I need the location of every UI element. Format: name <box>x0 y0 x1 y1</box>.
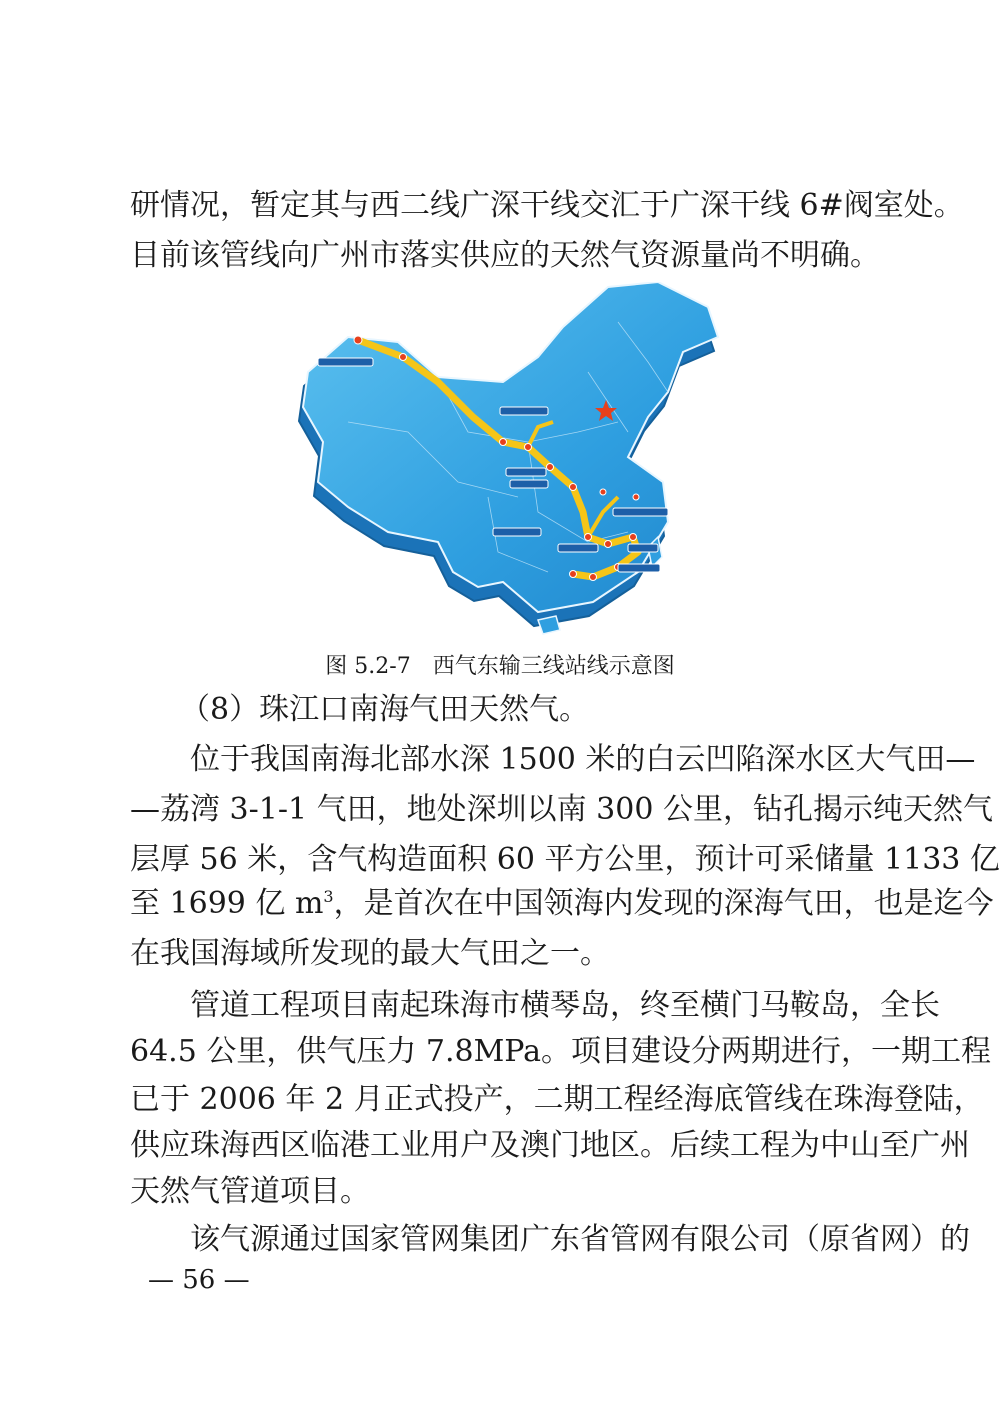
text-line: 管道工程项目南起珠海市横琴岛，终至横门马鞍岛，全长 <box>130 988 940 1023</box>
page-number: — 56 — <box>148 1265 250 1295</box>
text-line: 位于我国南海北部水深 1500 米的白云凹陷深水区大气田— <box>130 742 976 777</box>
text-line <box>130 884 994 924</box>
text-fragment: ，是首次在中国领海内发现的深海气田，也是迄今 <box>333 886 994 921</box>
china-map-illustration <box>288 282 728 637</box>
text-line: 64.5 公里，供气压力 7.8MPa。项目建设分两期进行，一期工程 <box>130 1034 992 1069</box>
text-line: 层厚 56 米，含气构造面积 60 平方公里，预计可采储量 1133 亿 <box>130 842 1000 877</box>
text-line: 已于 2006 年 2 月正式投产，二期工程经海底管线在珠海登陆， <box>130 1082 984 1117</box>
text-line: 研情况，暂定其与西二线广深干线交汇于广深干线 6#阀室处。 <box>130 188 964 223</box>
text-line: 该气源通过国家管网集团广东省管网有限公司（原省网）的 <box>130 1222 970 1257</box>
text-fragment: 至 1699 亿 m <box>130 886 324 921</box>
text-line: 供应珠海西区临港工业用户及澳门地区。后续工程为中山至广州 <box>130 1128 970 1163</box>
section-heading: （8）珠江口南海气田天然气。 <box>180 692 590 727</box>
text-line: 目前该管线向广州市落实供应的天然气资源量尚不明确。 <box>130 238 880 273</box>
superscript: 3 <box>323 887 334 906</box>
text-line: 在我国海域所发现的最大气田之一。 <box>130 936 610 971</box>
figure-caption: 图 5.2-7 西气东输三线站线示意图 <box>325 654 675 679</box>
text-line: 天然气管道项目。 <box>130 1174 370 1209</box>
pipeline-map-figure <box>288 282 728 637</box>
text-line: —荔湾 3-1-1 气田，地处深圳以南 300 公里，钻孔揭示纯天然气 <box>130 792 993 827</box>
map-island <box>538 616 560 634</box>
